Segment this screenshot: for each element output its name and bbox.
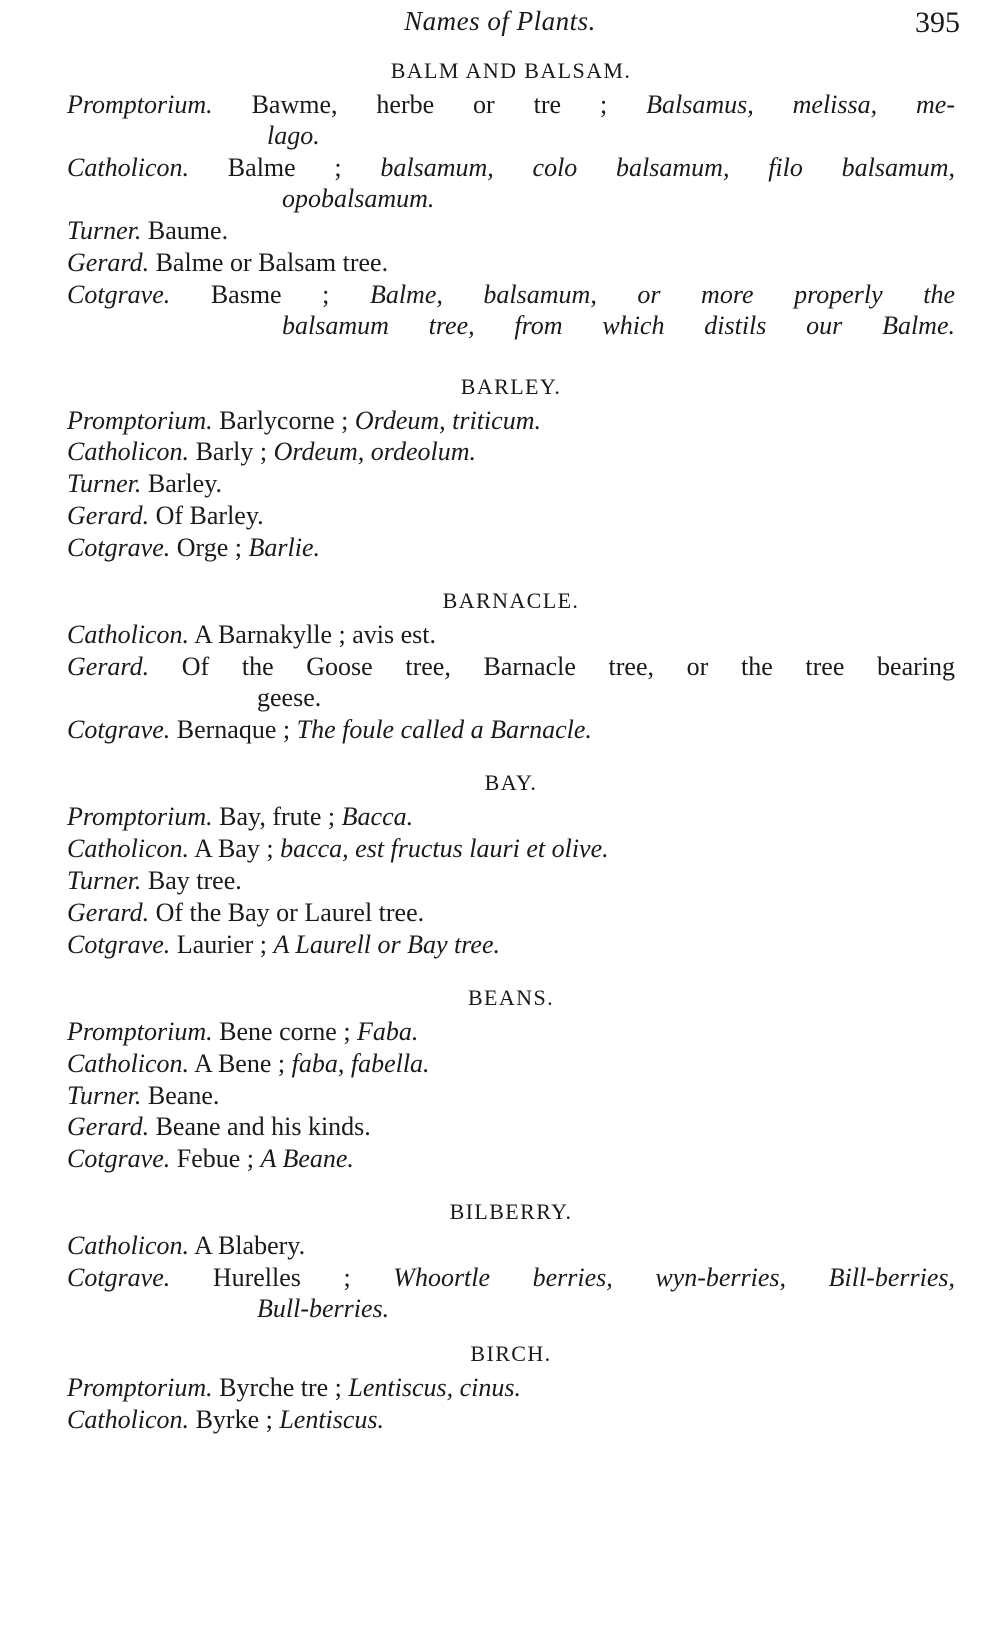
entry-continuation: opobalsamum. [282,183,435,213]
entry-heading: BAY. [484,769,538,795]
entry-latin: Balsamus, melissa, me- [646,90,956,119]
source-name: Gerard. [67,501,150,531]
section-gap [67,967,955,985]
entry-text: Byrke ; [189,1405,280,1435]
entry-text: Bawme, herbe or tre ; [212,90,647,119]
entry-latin: Lentiscus. [279,1405,385,1435]
entry-line [67,802,955,833]
entry-text: Laurier ; [170,929,274,959]
source-name: Promptorium. [67,90,213,119]
dictionary-entry [67,985,955,1176]
entry-line [67,153,955,215]
source-name: Catholicon. [67,620,190,650]
section-gap [67,1331,955,1341]
entry-continuation: Bull-berries. [257,1294,390,1324]
entry-text: Balme or Balsam tree. [149,247,389,277]
entry-text: Beane. [141,1080,220,1110]
section-gap [67,1181,955,1199]
entry-line [67,866,955,897]
source-name: Catholicon. [67,1231,190,1261]
source-name: Promptorium. [67,801,213,831]
source-name: Catholicon. [67,437,190,467]
entry-latin: Ordeum, triticum. [354,405,541,435]
entry-line [67,1049,955,1080]
text-column [45,58,955,1436]
entry-line [67,533,955,564]
entry-text: A Barnakylle ; avis est. [189,620,437,650]
entry-text: Of the Bay or Laurel tree. [149,897,425,927]
entry-latin: faba, fabella. [291,1048,430,1078]
source-name: Cotgrave. [67,715,171,744]
entry-line [67,620,955,651]
entry-line [67,90,955,152]
entry-line [67,1112,955,1143]
entry-text: Hurelles ; [170,1263,394,1293]
entry-line [67,216,955,247]
entry-line [67,248,955,279]
source-name: Catholicon. [67,1405,190,1435]
dictionary-entry [67,58,955,342]
entry-latin: Whoortle berries, wyn-berries, Bill-berries, [393,1263,955,1293]
entry-line [67,930,955,961]
entry-text: Febue ; [170,1144,261,1174]
section-gap [67,348,955,374]
entry-text: Barly ; [189,437,274,467]
entry-latin: Lentiscus, cinus. [348,1373,521,1403]
entry-line [67,652,955,714]
dictionary-entry [67,374,955,565]
dictionary-entry [67,1199,955,1325]
entry-continuation: balsamum tree, from which distils our Balme. [282,310,955,340]
entry-heading: BEANS. [467,984,555,1010]
source-name: Catholicon. [67,1048,190,1078]
source-name: Catholicon. [67,833,190,863]
source-name: Turner. [67,1080,142,1110]
entry-text: Orge ; [170,533,249,563]
entry-line [67,1017,955,1048]
entry-heading: BARNACLE. [442,588,580,614]
entry-line [67,898,955,929]
entry-line [67,1231,955,1262]
source-name: Gerard. [67,247,150,277]
section-gap [67,570,955,588]
entry-line [67,834,955,865]
entry-heading: BIRCH. [470,1341,552,1367]
entry-text: Byrche tre ; [212,1373,349,1403]
source-name: Cotgrave. [67,929,171,959]
entry-latin: A Beane. [260,1144,354,1174]
entry-latin: A Laurell or Bay tree. [273,929,501,959]
source-name: Catholicon. [67,152,190,182]
entry-text: Bene corne ; [212,1016,358,1046]
entry-line [67,1373,955,1404]
dictionary-entry [67,770,955,961]
page-number: 395 [915,6,960,39]
dictionary-entry [67,1341,955,1436]
entry-text: Bernaque ; [170,715,297,744]
entry-text: Bay, frute ; [212,801,342,831]
entry-latin: Faba. [357,1016,419,1046]
entry-latin: Barlie. [248,533,320,563]
entry-text: Barley. [141,469,223,499]
entry-text: A Blabery. [189,1231,306,1261]
entry-line [67,469,955,500]
source-name: Turner. [67,469,142,499]
entry-line [67,1081,955,1112]
source-name: Cotgrave. [67,1263,171,1293]
entry-line [67,715,955,746]
source-name: Gerard. [67,897,150,927]
source-name: Gerard. [67,1112,150,1142]
source-name: Cotgrave. [67,279,171,309]
entry-text: A Bene ; [189,1048,292,1078]
source-name: Promptorium. [67,1016,213,1046]
entry-line [67,1263,955,1325]
source-name: Cotgrave. [67,533,171,563]
entry-text: Of the Goose tree, Barnacle tree, or the tree bearing [149,652,955,682]
entry-heading: BILBERRY. [449,1199,573,1225]
source-name: Turner. [67,865,142,895]
entry-text: Basme ; [170,279,370,309]
entry-line [67,406,955,437]
entry-latin: bacca, est fructus lauri et olive. [280,833,609,863]
entry-latin: Ordeum, ordeolum. [273,437,477,467]
source-name: Gerard. [67,652,150,682]
source-name: Cotgrave. [67,1144,171,1174]
entry-text: Barlycorne ; [212,405,355,435]
entry-line [67,437,955,468]
running-title: Names of Plants. [404,6,596,36]
entry-text: A Bay ; [189,833,281,863]
entry-heading: BALM AND BALSAM. [390,58,632,83]
section-gap [67,752,955,770]
entry-text: Baume. [141,215,229,245]
entry-latin: Balme, balsamum, or more properly the [369,279,955,309]
entry-line [67,501,955,532]
entry-latin: Bacca. [341,801,414,831]
entry-latin: The foule called a Barnacle. [296,715,592,744]
entry-text: Balme ; [189,152,381,182]
entry-text: Of Barley. [149,501,264,531]
dictionary-entry [67,588,955,746]
entry-latin: balsamum, colo balsamum, filo balsamum, [380,152,956,182]
entry-heading: BARLEY. [460,373,562,399]
source-name: Promptorium. [67,405,213,435]
entry-line [67,280,955,342]
source-name: Promptorium. [67,1373,213,1403]
entry-continuation: geese. [257,683,322,713]
entry-continuation: lago. [267,120,320,150]
source-name: Turner. [67,215,142,245]
entry-text: Bay tree. [141,865,242,895]
entry-line [67,1405,955,1436]
entry-line [67,1144,955,1175]
page-header [30,0,970,58]
entry-text: Beane and his kinds. [149,1112,371,1142]
